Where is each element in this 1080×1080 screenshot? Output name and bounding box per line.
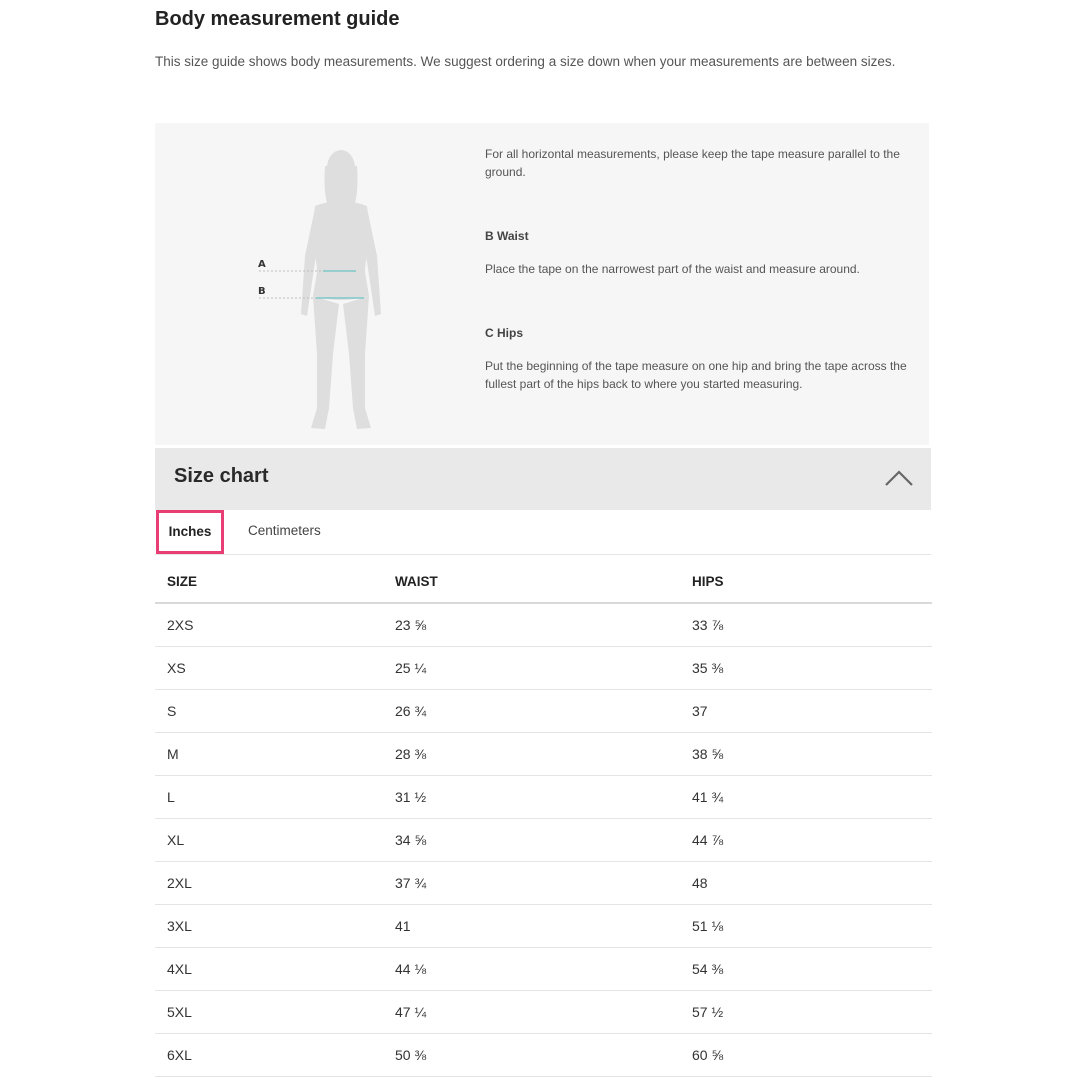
waist-instructions: Place the tape on the narrowest part of the waist and measure around. [485, 262, 860, 276]
table-row [155, 905, 932, 948]
hips-cell: 60 ⅝ [692, 1034, 932, 1077]
table-row [155, 647, 932, 690]
size-cell: 4XL [155, 948, 395, 991]
hips-cell: 48 [692, 862, 932, 905]
tab-centimeters[interactable]: Centimeters [248, 523, 321, 538]
hips-cell: 35 ⅜ [692, 647, 932, 690]
intro-text: This size guide shows body measurements. We suggest ordering a size down when your measurements are between sizes. [155, 54, 896, 69]
hips-cell: 37 [692, 690, 932, 733]
body-figure-illustration [253, 146, 403, 431]
table-header-row [155, 560, 932, 603]
hips-cell: 57 ½ [692, 991, 932, 1034]
size-chart-header[interactable] [155, 448, 931, 510]
tab-inches[interactable]: Inches [156, 510, 224, 554]
waist-cell: 31 ½ [395, 776, 692, 819]
waist-cell: 37 ¾ [395, 862, 692, 905]
hips-cell: 44 ⅞ [692, 819, 932, 862]
waist-cell: 50 ⅜ [395, 1034, 692, 1077]
horizontal-measurement-note: For all horizontal measurements, please keep the tape measure parallel to the ground. [485, 147, 900, 179]
waist-cell: 28 ⅜ [395, 733, 692, 776]
size-cell: 6XL [155, 1034, 395, 1077]
waist-cell: 25 ¼ [395, 647, 692, 690]
size-cell: 3XL [155, 905, 395, 948]
table-row [155, 948, 932, 991]
size-cell: M [155, 733, 395, 776]
hips-cell: 33 ⅞ [692, 603, 932, 647]
waist-cell: 23 ⅝ [395, 603, 692, 647]
column-header-waist: WAIST [395, 560, 692, 603]
size-cell: 2XL [155, 862, 395, 905]
hips-cell: 54 ⅜ [692, 948, 932, 991]
table-row [155, 1034, 932, 1077]
size-cell: XS [155, 647, 395, 690]
unit-tabs [155, 510, 931, 555]
waist-cell: 26 ¾ [395, 690, 692, 733]
table-row [155, 991, 932, 1034]
figure-label-a: A [258, 259, 266, 270]
size-table [155, 560, 932, 1077]
waist-cell: 34 ⅝ [395, 819, 692, 862]
size-cell: S [155, 690, 395, 733]
waist-cell: 44 ⅛ [395, 948, 692, 991]
waist-cell: 41 [395, 905, 692, 948]
chevron-up-icon[interactable] [883, 466, 915, 490]
table-row [155, 819, 932, 862]
column-header-size: SIZE [155, 560, 395, 603]
table-row [155, 603, 932, 647]
hips-cell: 38 ⅝ [692, 733, 932, 776]
table-row [155, 690, 932, 733]
figure-label-b: B [258, 286, 266, 297]
size-chart-title: Size chart [174, 465, 269, 487]
hips-cell: 41 ¾ [692, 776, 932, 819]
hips-instructions: Put the beginning of the tape measure on one hip and bring the tape across the fullest part of the hips back to where you started measuring. [485, 359, 907, 391]
page-title: Body measurement guide [155, 8, 400, 30]
column-header-hips: HIPS [692, 560, 932, 603]
size-cell: L [155, 776, 395, 819]
size-cell: 5XL [155, 991, 395, 1034]
table-row [155, 776, 932, 819]
table-row [155, 733, 932, 776]
hips-heading: C Hips [485, 326, 524, 340]
size-cell: 2XS [155, 603, 395, 647]
table-row [155, 862, 932, 905]
waist-cell: 47 ¼ [395, 991, 692, 1034]
measurement-guide [155, 123, 929, 445]
hips-cell: 51 ⅛ [692, 905, 932, 948]
waist-heading: B Waist [485, 229, 529, 243]
size-cell: XL [155, 819, 395, 862]
